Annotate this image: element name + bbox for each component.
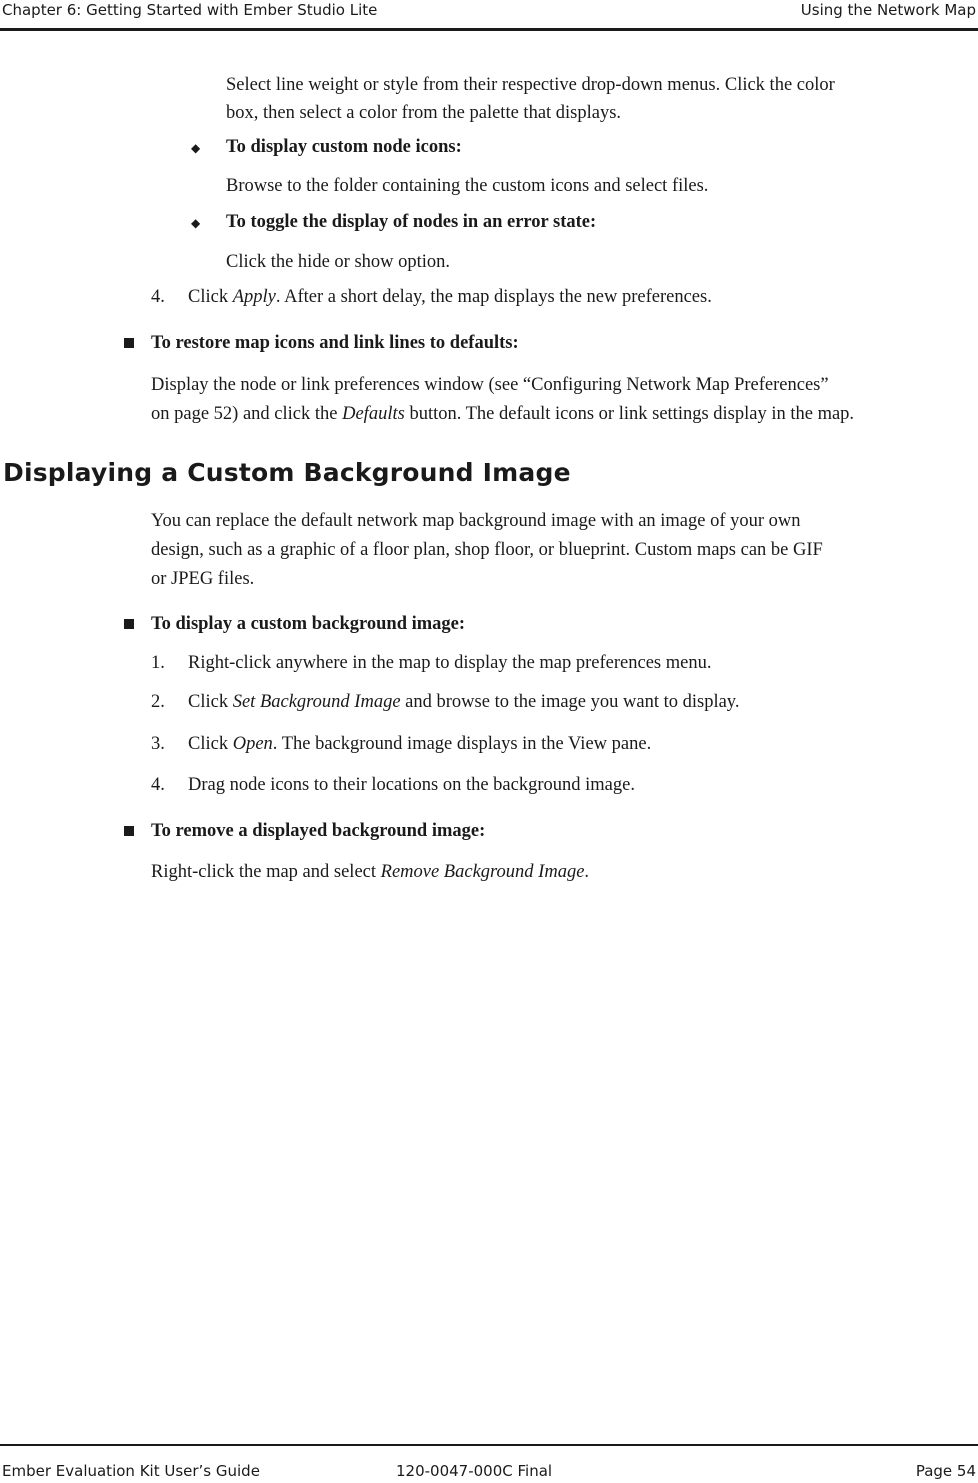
step-4-text (188, 283, 712, 311)
step-number: 1. (151, 653, 165, 673)
restore-heading: To restore map icons and link lines to defaults: (151, 333, 519, 353)
footer-doc-number: 120-0047-000C Final (396, 1462, 553, 1480)
step-text: . After a short delay, the map displays the new preferences. (275, 287, 712, 307)
step-4b-text (188, 771, 635, 799)
error-state-body: Click the hide or show option. (226, 252, 451, 272)
step-term: Set Background Image (232, 692, 401, 712)
custom-icons-body: Browse to the folder containing the custom icons and select files. (226, 176, 709, 196)
square-bullet-icon (124, 338, 134, 348)
step-3-text (188, 730, 651, 758)
error-state-heading: To toggle the display of nodes in an error state: (226, 212, 597, 232)
remove-text: . (584, 862, 590, 882)
footer-title: Ember Evaluation Kit User’s Guide (2, 1462, 260, 1480)
bg-intro-line-2: design, such as a graphic of a floor plan, shop floor, or blueprint. Custom maps can be GIF (151, 540, 823, 560)
bg-intro-line-1: You can replace the default network map background image with an image of your own (151, 511, 801, 531)
step-number: 2. (151, 692, 165, 712)
step-text: Click (188, 692, 233, 712)
remove-bg-body (151, 858, 589, 886)
step-number: 3. (151, 734, 165, 754)
diamond-bullet-icon: ◆ (191, 216, 201, 230)
step-text: Click (188, 734, 233, 754)
step-text: and browse to the image you want to display. (400, 692, 740, 712)
square-bullet-icon (124, 619, 134, 629)
step-1-text (188, 649, 711, 677)
step-text: Click (188, 287, 233, 307)
page-header (0, 0, 978, 30)
square-bullet-icon (124, 826, 134, 836)
apply-term: Apply (232, 287, 276, 307)
intro-line-2: box, then select a color from the palette that displays. (226, 103, 622, 123)
restore-line-2 (151, 400, 854, 428)
section-title: Using the Network Map (800, 1, 976, 19)
intro-line-1: Select line weight or style from their respective drop-down menus. Click the color (226, 75, 835, 95)
step-2-text (188, 688, 739, 716)
step-text: . The background image displays in the View pane. (272, 734, 652, 754)
step-number: 4. (151, 775, 165, 795)
defaults-term: Defaults (342, 404, 405, 424)
step-text: Right-click anywhere in the map to display the map preferences menu. (188, 653, 712, 673)
section-heading: Displaying a Custom Background Image (3, 458, 571, 487)
step-number: 4. (151, 287, 165, 307)
step-term: Open (232, 734, 273, 754)
remove-text: Right-click the map and select (151, 862, 381, 882)
step-text: Drag node icons to their locations on the background image. (188, 775, 635, 795)
bg-intro-line-3: or JPEG files. (151, 569, 255, 589)
display-bg-heading: To display a custom background image: (151, 614, 466, 634)
header-rule (0, 28, 978, 31)
chapter-title: Chapter 6: Getting Started with Ember Studio Lite (2, 1, 378, 19)
remove-bg-heading: To remove a displayed background image: (151, 821, 486, 841)
restore-text: on page 52) and click the (151, 404, 343, 424)
footer-rule (0, 1444, 978, 1446)
restore-line-1: Display the node or link preferences window (see “Configuring Network Map Preferences” (151, 375, 829, 395)
page-number: Page 54 (915, 1462, 976, 1480)
restore-text: button. The default icons or link settings display in the map. (404, 404, 855, 424)
diamond-bullet-icon: ◆ (191, 141, 201, 155)
remove-bg-term: Remove Background Image (380, 862, 585, 882)
custom-icons-heading: To display custom node icons: (226, 137, 462, 157)
